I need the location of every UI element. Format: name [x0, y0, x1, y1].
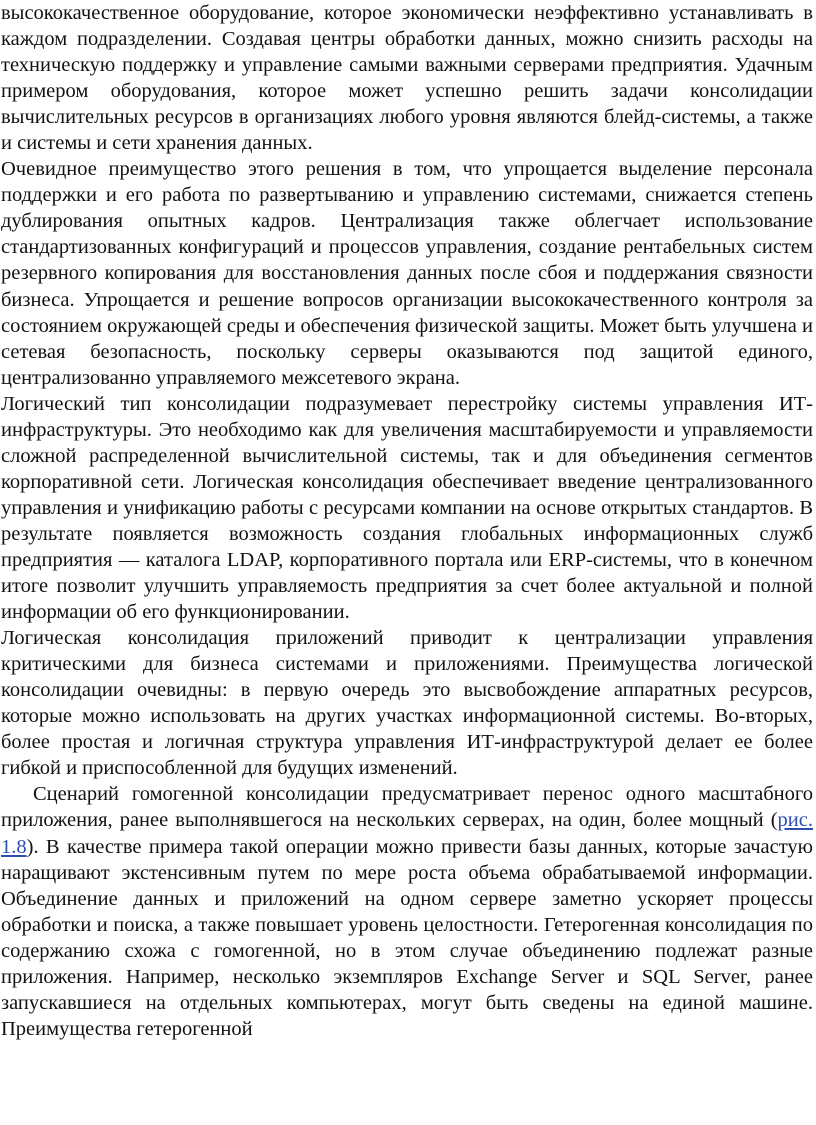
- paragraph-logical-consolidation: Логический тип консолидации подразумевает перестройку системы управления ИТ-инфраструктуры. Это необходимо как для увеличения масштабируемости и управляемости сложной распределенной вычислительной системы, так и для объединения сегментов корпоративной сети. Логическая консолидация обеспечивает введение централизованного управления и унификацию работы с ресурсами компании на основе открытых стандартов. В результате появляется возможность создания глобальных информационных служб предприятия — каталога LDAP, корпоративного портала или ERP-системы, что в конечном итоге позволит улучшить управляемость предприятия за счет более актуальной и полной информации об его функционировании.: [1, 392, 813, 624]
- paragraph-homogeneous-consolidation: [1, 781, 813, 1041]
- paragraph-text-start: Сценарий гомогенной консолидации предусматривает перенос одного масштабного приложения, ранее выполнявшегося на нескольких серверах, на один, более мощный (: [1, 783, 813, 832]
- paragraph-centralization-advantages: Очевидное преимущество этого решения в том, что упрощается выделение персонала поддержки и его работа по развертыванию и управлению системами, снижается степень дублирования опытных кадров. Централизация также облегчает использование стандартизованных конфигураций и процессов управления, создание рентабельных систем резервного копирования для восстановления данных после сбоя и поддержания связности бизнеса. Упрощается и решение вопросов организации высококачественного контроля за состоянием окружающей среды и обеспечения физической защиты. Может быть улучшена и сетевая безопасность, поскольку серверы оказываются под защитой единого, централизованно управляемого межсетевого экрана.: [1, 158, 813, 389]
- figure-reference-link[interactable]: рис. 1.8: [1, 809, 813, 858]
- paragraph-datacenter-equipment: высококачественное оборудование, которое экономически неэффективно устанавливать в каждом подразделении. Создавая центры обработки данных, можно снизить расходы на техническую поддержку и управление самыми важными серверами предприятия. Удачным примером оборудования, которое может успешно решить задачи консолидации вычислительных ресурсов в организациях любого уровня являются блейд-системы, а также и системы и сети хранения данных.: [1, 2, 813, 155]
- paragraph-text-end: ). В качестве примера такой операции можно привести базы данных, которые зачастую наращивают экстенсивным путем по мере роста объема обрабатываемой информации. Объединение данных и приложений на одном сервере заметно ускоряет процессы обработки и поиска, а также повышает уровень целостности. Гетерогенная консолидация по содержанию схожа с гомогенной, но в этом случае объединению подлежат разные приложения. Например, несколько экземпляров Exchange Server и SQL Server, ранее запускавшиеся на отдельных компьютерах, могут быть сведены на единой машине. Преимущества гетерогенной: [1, 835, 813, 1040]
- paragraph-application-consolidation: Логическая консолидация приложений приводит к централизации управления критическими для бизнеса системами и приложениями. Преимущества логической консолидации очевидны: в первую очередь это высвобождение аппаратных ресурсов, которые можно использовать на других участках информационной системы. Во-вторых, более простая и логичная структура управления ИТ-инфраструктурой делает ее более гибкой и приспособленной для будущих изменений.: [1, 627, 813, 780]
